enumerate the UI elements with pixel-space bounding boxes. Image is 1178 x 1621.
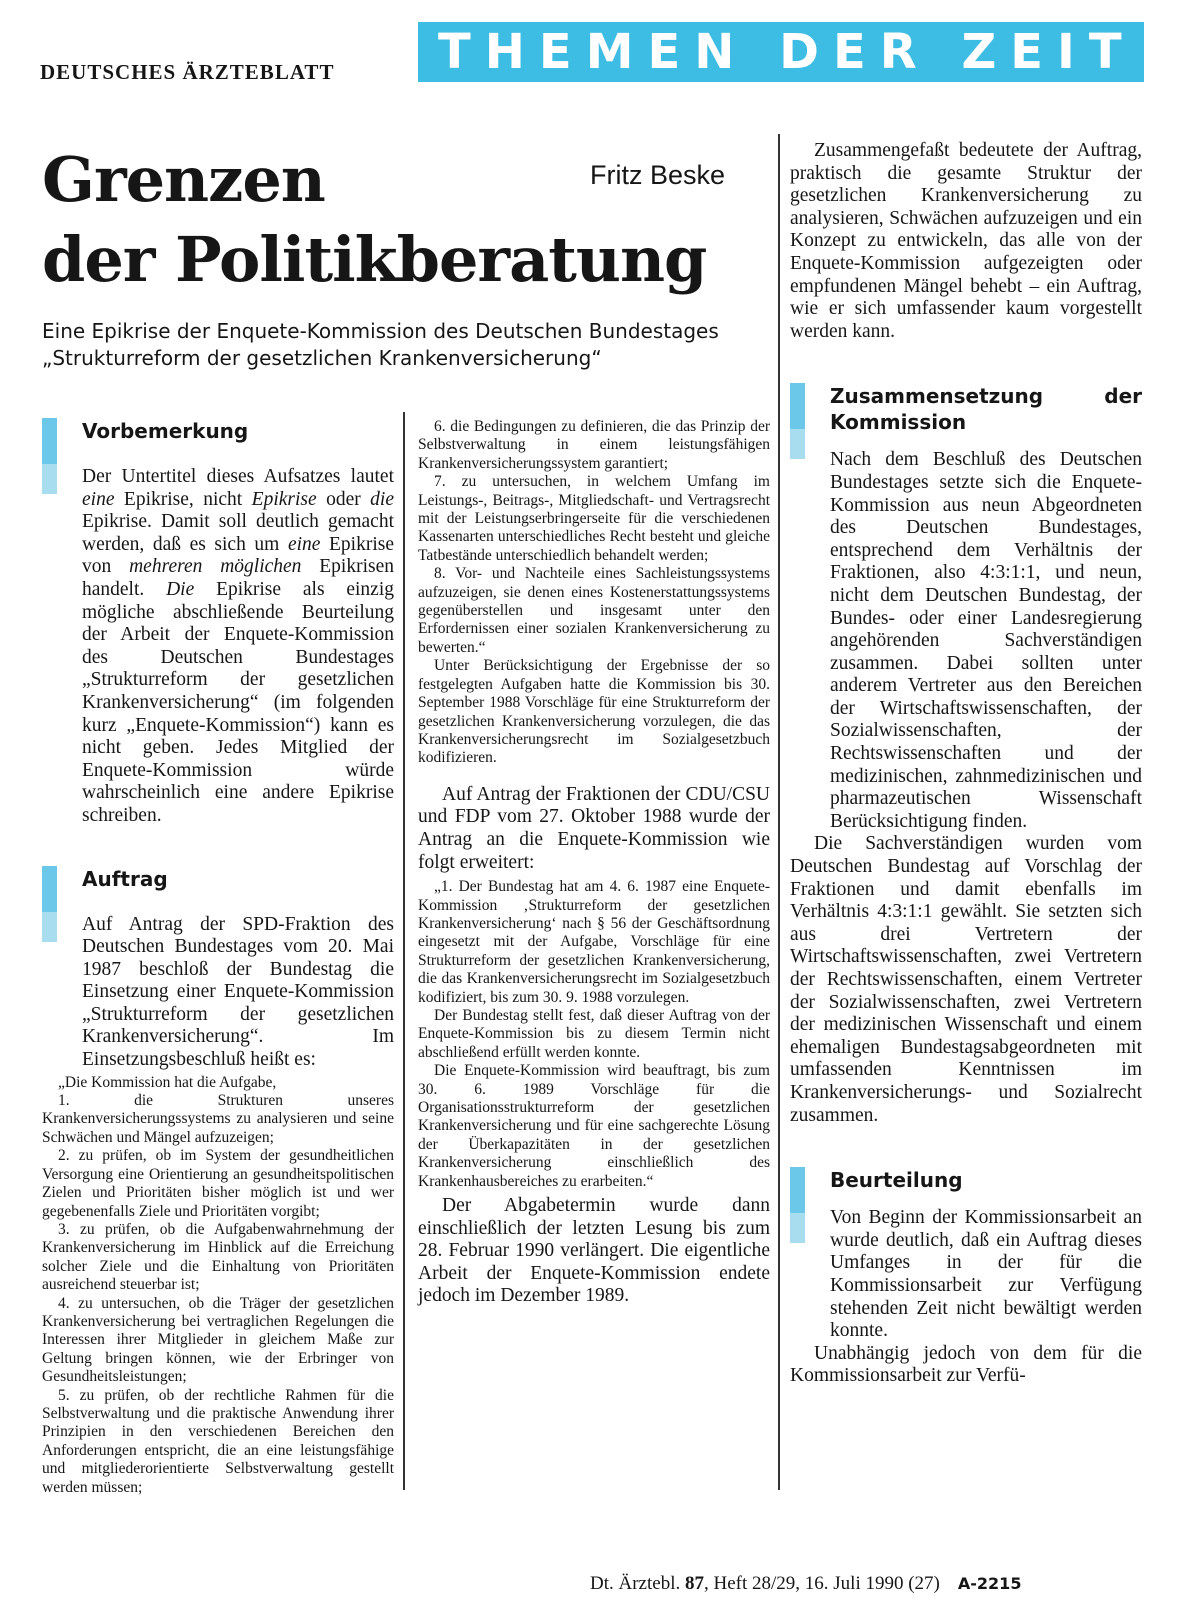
- paragraph-zusammensetzung-1: Nach dem Beschluß des Deutschen Bundestages setzte sich die Enquete-Kommission aus neun Abgeordneten des Deutschen Bundestages, entsprechend dem Verhältnis der Fraktionen, also 4:3:1:1, und neun, nicht dem Deutschen Bundestag, der Bundes- oder einer Landesregierung angehörenden Sachverständigen zusammen. Dabei sollten unter anderem Vertreter aus den Bereichen der Wirtschaftswissenschaften, der Sozialwissenschaften, der Rechtswissenschaften und der medizinischen, zahnmedizinischen und pharmazeutischen Wissenschaft Berücksichtigung finden.: [830, 449, 1142, 832]
- quote-item-5: 5. zu prüfen, ob der rechtliche Rahmen für die Selbstverwaltung und die praktische Anwendung ihrer Prinzipien in den verschiedenen Bereichen den Anforderungen entspricht, die an eine leistungsfähige und mitgliederorientierte Selbstverwaltung gestellt werden müssen;: [42, 1386, 394, 1496]
- paragraph-auftrag-5: Zusammengefaßt bedeutete der Auftrag, praktisch die gesamte Struktur der gesetzlichen Krankenversicherung zu analysieren, Schwächen aufzuzeigen und ein Konzept zu entwickeln, das alle von der Enquete-Kommission aufgezeigten oder empfundenen Mängel behebt – ein Auftrag, wie er sich umfassender kaum vorgestellt werden kann.: [790, 140, 1142, 342]
- quote-item-2: 2. zu prüfen, ob im System der gesundheitlichen Versorgung eine Orientierung an gesundheitspolitischen Zielen und Prioritäten bisher möglich ist und wer gegebenenfalls Ziele und Prioritäten vorgibt;: [42, 1147, 394, 1220]
- section-banner: THEMEN DER ZEIT: [418, 22, 1144, 82]
- heading-marker: [42, 418, 57, 494]
- heading-text: Beurteilung: [830, 1168, 963, 1193]
- paragraph-beurteilung-1: Von Beginn der Kommissionsarbeit an wurde deutlich, daß ein Auftrag dieses Umfanges in der für die Kommissionsarbeit zur Verfügung stehenden Zeit nicht bewältigt werden konnte.: [830, 1207, 1142, 1342]
- quote2-item-1: „1. Der Bundestag hat am 4. 6. 1987 eine Enquete-Kommission ‚Strukturreform der gesetzlichen Krankenversicherung‘ nach § 56 der Geschäftsordnung eingesetzt mit der Aufgabe, Vorschläge für eine Strukturreform der gesetzlichen Krankenversicherung, die das Krankenversicherungsrecht im Sozialgesetzbuch kodifiziert, bis zum 30. 9. 1988 vorzulegen.: [418, 878, 770, 1006]
- title-line-1: Grenzen: [42, 143, 325, 216]
- paragraph-auftrag-3: Auf Antrag der Fraktionen der CDU/CSU und FDP vom 27. Oktober 1988 wurde der Antrag an die Enquete-Kommission wie folgt erweitert:: [418, 783, 770, 873]
- heading-marker: [790, 1167, 805, 1243]
- quote-item-6: 6. die Bedingungen zu definieren, die das Prinzip der Selbstverwaltung in einem leistungsfähigen Krankenversicherungssystem garantiert;: [418, 418, 770, 472]
- column-1: [42, 418, 394, 1497]
- quote-item-4: 4. zu untersuchen, ob die Träger der gesetzlichen Krankenversicherung bei vertraglichen Regelungen die Interessen ihrer Mitglieder in gleichem Maße zur Geltung bringen können, wie der Erbringer von Gesundheitsleistungen;: [42, 1294, 394, 1386]
- heading-text: Vorbemerkung: [82, 419, 249, 443]
- paragraph-vorbemerkung: Der Untertitel dieses Aufsatzes lautet eine Epikrise, nicht Epikrise oder die Epikrise. Damit soll deutlich gemacht werden, daß es sich um eine Epikrise von mehreren möglichen Epikrisen handelt. Die Epikrise als einzig mögliche abschließende Beurteilung der Arbeit der Enquete-Kommission des Deutschen Bundestages „Strukturreform der gesetzlichen Krankenversicherung“ (im folgenden kurz „Enquete-Kommission“) kann es nicht geben. Jedes Mitglied der Enquete-Kommission würde wahrscheinlich eine andere Epikrise schreiben.: [82, 466, 395, 826]
- section-heading-zusammensetzung: [790, 383, 1142, 435]
- article-subtitle: Eine Epikrise der Enquete-Kommission des Deutschen Bundestages „Strukturreform der gesetzlichen Krankenversicherung“: [42, 319, 719, 370]
- citation-prefix: Dt. Ärztebl.: [590, 1573, 685, 1594]
- quote-intro: „Die Kommission hat die Aufgabe,: [58, 1073, 277, 1091]
- page-number: A-2215: [957, 1574, 1022, 1593]
- page-footer: [590, 1573, 1021, 1595]
- section-heading-vorbemerkung: [42, 418, 394, 444]
- paragraph-auftrag-2: Unter Berücksichtigung der Ergebnisse der so festgelegten Aufgaben hatte die Kommission bis 30. September 1988 Vorschläge für eine Strukturreform der gesetzlichen Krankenversicherung vorzulegen, die das Krankenversicherungsrecht im Sozialgesetzbuch kodifizieren.: [418, 657, 770, 767]
- quote-item-8: 8. Vor- und Nachteile eines Sachleistungssystems aufzuzeigen, sie denen eines Kostenerstattungssystems gegenüberstellen und insgesamt unter den Erfordernissen einer sozialen Krankenversicherung zu bewerten.“: [418, 565, 770, 656]
- paragraph-beurteilung-2: Unabhängig jedoch von dem für die Kommissionsarbeit zur Verfü-: [790, 1342, 1142, 1387]
- paragraph-auftrag-1: Auf Antrag der SPD-Fraktion des Deutschen Bundestages vom 20. Mai 1987 beschloß der Bundestag die Einsetzung einer Enquete-Kommission „Strukturreform der gesetzlichen Krankenversicherung“. Im Einsetzungsbeschluß heißt es:: [82, 913, 394, 1071]
- journal-masthead: DEUTSCHES ÄRZTEBLATT: [40, 60, 335, 84]
- section-heading-auftrag: [42, 866, 394, 892]
- quote2-item-2: Der Bundestag stellt fest, daß dieser Auftrag von der Enquete-Kommission bis zu diesem Termin nicht abschließend erfüllt werden konnte.: [418, 1006, 770, 1061]
- title-line-2: der Politikberatung: [42, 223, 707, 296]
- citation-suffix: , Heft 28/29, 16. Juli 1990 (27): [703, 1573, 940, 1594]
- section-heading-beurteilung: [790, 1167, 1142, 1193]
- column-rule-2: [778, 134, 780, 1490]
- column-2: [418, 418, 770, 1308]
- heading-marker: [42, 866, 57, 942]
- heading-marker: [790, 383, 805, 459]
- heading-text: Auftrag: [82, 866, 168, 891]
- quote-item-7: 7. zu untersuchen, in welchem Umfang im Leistungs-, Beitrags-, Mitgliedschaft- und Vertragsrecht mit der Leistungserbringerseite für die verschiedenen Kassenarten unterschiedliches Recht besteht und gleiche Tatbestände unterschiedlich behandelt werden;: [418, 473, 770, 564]
- column-3: [790, 138, 1142, 1388]
- author-name: Fritz Beske: [590, 160, 726, 190]
- quote2-item-3: Die Enquete-Kommission wird beauftragt, bis zum 30. 6. 1989 Vorschläge für die Organisationsstrukturreform der gesetzlichen Krankenversicherung und für eine sachgerechte Lösung der Überkapazitäten in der gesetzlichen Krankenversicherung einschließlich des Krankenhausbereiches zu erarbeiten.“: [418, 1062, 770, 1190]
- paragraph-auftrag-4: Der Abgabetermin wurde dann einschließlich der letzten Lesung bis zum 28. Februar 1990 verlängert. Die eigentliche Arbeit der Enquete-Kommission endete jedoch im Dezember 1989.: [418, 1195, 770, 1307]
- citation-volume: 87: [684, 1573, 704, 1594]
- quote-item-1: 1. die Strukturen unseres Krankenversicherungssystems zu analysieren und seine Schwächen und Mängel aufzuzeigen;: [42, 1092, 394, 1146]
- quote-item-3: 3. zu prüfen, ob die Aufgabenwahrnehmung der Krankenversicherung im Hinblick auf die Erreichung solcher Ziele und die Einhaltung von Prioritäten ausreichend steuerbar ist;: [42, 1220, 394, 1294]
- heading-text: Zusammensetzung der Kommission: [830, 384, 1142, 435]
- paragraph-zusammensetzung-2: Die Sachverständigen wurden vom Deutschen Bundestag auf Vorschlag der Fraktionen und damit ebenfalls im Verhältnis 4:3:1:1 gewählt. Sie setzten sich aus drei Vertretern der Wirtschaftswissenschaften, zwei Vertretern der Rechtswissenschaften, einem Vertreter der Sozialwissenschaften, zwei Vertretern der medizinischen Wissenschaft und einem ehemaligen Bundestagsabgeordneten mit umfassenden Kenntnissen im Krankenversicherungs- und Sozialrecht zusammen.: [790, 833, 1142, 1126]
- column-rule-1: [403, 412, 405, 1490]
